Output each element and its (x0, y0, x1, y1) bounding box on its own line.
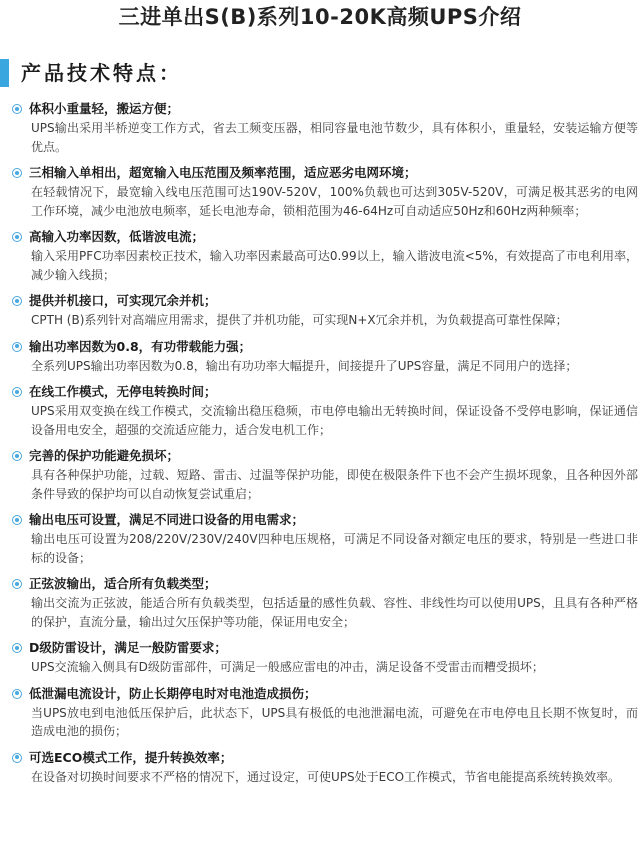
feature-title: 输出功率因数为0.8，有功带载能力强； (29, 338, 252, 354)
feature-item (12, 446, 638, 503)
feature-description: UPS输出采用半桥逆变工作方式，省去工频变压器，相同容量电池节数少，具有体积小，重量轻，安装运输方便等优点。 (31, 121, 638, 154)
feature-header (12, 163, 638, 183)
bullet-circle-icon (12, 579, 22, 589)
feature-description: 输出交流为正弦波，能适合所有负载类型，包括适量的感性负载、容性、非线性均可以使用UPS，且具有各种严格的保护，直流分量，输出过欠压保护等功能，保证用电安全； (31, 596, 638, 629)
feature-title: 三相输入单相出，超宽输入电压范围及频率范围，适应恶劣电网环境； (29, 165, 417, 180)
bullet-circle-icon (12, 232, 22, 242)
section-header (0, 58, 182, 88)
feature-item (12, 684, 638, 741)
bullet-circle-icon (12, 342, 22, 352)
feature-header (12, 337, 638, 357)
feature-item (12, 382, 638, 439)
feature-description: 当UPS放电到电池低压保护后，此状态下，UPS具有极低的电池泄漏电流，可避免在市电停电且长期不恢复时，而造成电池的损伤； (31, 705, 638, 738)
feature-title: 低泄漏电流设计，防止长期停电时对电池造成损伤； (29, 685, 317, 701)
bullet-circle-icon (12, 387, 22, 397)
feature-item (12, 227, 638, 284)
feature-header (12, 574, 638, 594)
section-title: 产品技术特点： (21, 61, 182, 85)
feature-description: 输入采用PFC功率因素校正技术，输入功率因素最高可达0.99以上，输入谐波电流<5%，有效提高了市电利用率，减少输入线损； (31, 249, 638, 282)
section-bar-icon (0, 59, 9, 87)
bullet-circle-icon (12, 104, 22, 114)
feature-item (12, 291, 638, 330)
feature-description: 输出电压可设置为208/220V/230V/240V四种电压规格，可满足不同设备对额定电压的要求，特别是一些进口非标的设备； (31, 532, 638, 565)
feature-header (12, 638, 638, 658)
feature-title: 输出电压可设置，满足不同进口设备的用电需求； (29, 512, 305, 527)
bullet-circle-icon (12, 515, 22, 525)
feature-description: CPTH (B)系列针对高端应用需求，提供了并机功能，可实现N+X冗余并机，为负载提高可靠性保障； (31, 313, 568, 327)
feature-description: 具有各种保护功能，过载、短路、雷击、过温等保护功能，即使在极限条件下也不会产生损坏现象，且各种因外部条件导致的保护均可以自动恢复尝试重启； (31, 468, 638, 501)
bullet-circle-icon (12, 451, 22, 461)
feature-description: 全系列UPS输出功率因数为0.8，输出有功功率大幅提升，间接提升了UPS容量，满足不同用户的选择； (31, 358, 578, 373)
page-title: 三进单出S(B)系列10-20K高频UPS介绍 (118, 5, 522, 29)
feature-description: UPS采用双变换在线工作模式，交流输出稳压稳频，市电停电输出无转换时间，保证设备不受停电影响，保证通信设备用电安全，超强的交流适应能力，适合发电机工作； (31, 404, 638, 437)
feature-header (12, 510, 638, 530)
bullet-circle-icon (12, 643, 22, 653)
feature-title: 在线工作模式，无停电转换时间； (29, 384, 217, 399)
feature-title: 提供并机接口，可实现冗余并机； (29, 293, 217, 308)
bullet-circle-icon (12, 753, 22, 763)
feature-item (12, 638, 638, 677)
feature-title: 体积小重量轻，搬运方便； (29, 101, 180, 116)
feature-header (12, 684, 638, 704)
feature-item (12, 510, 638, 567)
feature-title: D级防雷设计，满足一般防雷要求； (29, 640, 227, 655)
feature-item (12, 337, 638, 376)
feature-header (12, 99, 638, 119)
bullet-circle-icon (12, 168, 22, 178)
feature-header (12, 446, 638, 466)
feature-description: 在设备对切换时间要求不严格的情况下，通过设定，可使UPS处于ECO工作模式，节省电能提高系统转换效率。 (31, 769, 621, 784)
feature-title: 可选ECO模式工作，提升转换效率； (29, 749, 233, 765)
feature-description: UPS交流输入侧具有D级防雷部件，可满足一般感应雷电的冲击，满足设备不受雷击而糟受损坏； (31, 660, 544, 674)
feature-header (12, 748, 638, 768)
feature-header (12, 291, 638, 311)
feature-header (12, 382, 638, 402)
feature-title: 完善的保护功能避免损坏； (29, 448, 180, 463)
bullet-circle-icon (12, 689, 22, 699)
feature-item (12, 748, 638, 787)
feature-title: 高输入功率因数，低谐波电流； (29, 229, 205, 244)
feature-header (12, 227, 638, 247)
feature-description: 在轻载情况下，最宽输入线电压范围可达190V-520V，100%负载也可达到305V-520V，可满足极其恶劣的电网工作环境，减少电池放电频率，延长电池寿命，锁相范围为46-64Hz可自动适应50Hz和60Hz两种频率； (31, 185, 638, 218)
bullet-circle-icon (12, 296, 22, 306)
feature-list (12, 99, 638, 793)
feature-item (12, 163, 638, 220)
feature-title: 正弦波输出，适合所有负载类型； (29, 576, 217, 591)
feature-item (12, 574, 638, 631)
feature-item (12, 99, 638, 156)
